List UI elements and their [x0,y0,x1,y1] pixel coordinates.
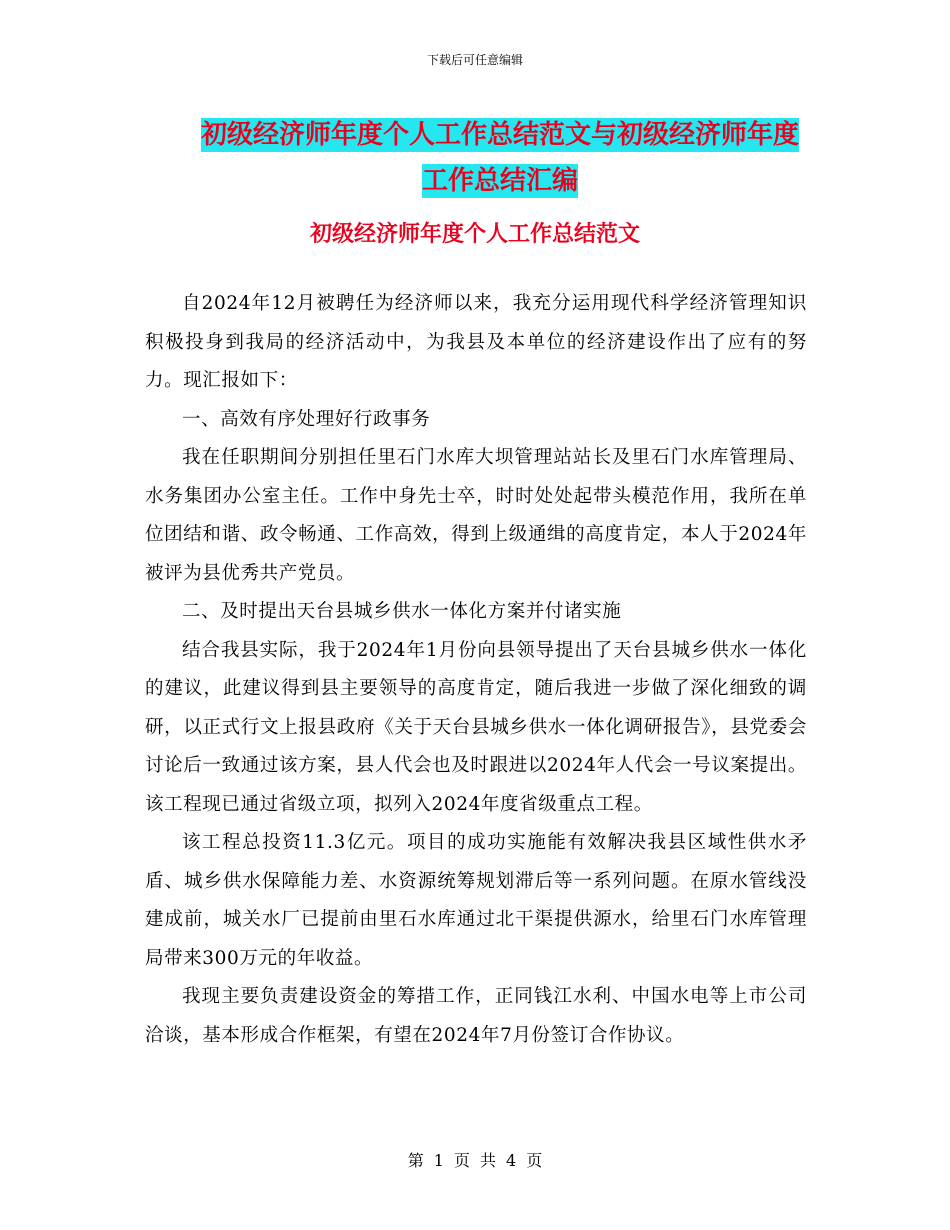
footer-page-unit: 页 [453,1151,470,1170]
paragraph: 一、高效有序处理好行政事务 [182,408,431,430]
main-title [130,112,870,204]
paragraph: 结合我县实际，我于2024年1月份向县领导提出了天台县城乡供水一体化的建议，此建议得到县主要领导的高度肯定，随后我进一步做了深化细致的调研，以正式行文上报县政府《关于天台县城乡供水一体化调研报告》，县党委会讨论后一致通过该方案，县人代会也及时跟进以2024年人代会一号议案提出。该工程现已通过省级立项，拟列入2024年度省级重点工程。 [145,639,807,815]
main-title-line2: 工作总结汇编 [421,166,578,196]
paragraph: 自2024年12月被聘任为经济师以来，我充分运用现代科学经济管理知识积极投身到我局的经济活动中，为我县及本单位的经济建设作出了应有的努力。现汇报如下： [145,293,807,391]
footer-total-unit: 页 [526,1151,543,1170]
header-note: 下载后可任意编辑 [426,53,523,67]
footer-total-word: 共 [480,1151,497,1170]
paragraph: 我在任职期间分别担任里石门水库大坝管理站站长及里石门水库管理局、水务集团办公室主任。工作中身先士卒，时时处处起带头模范作用，我所在单位团结和谐、政令畅通、工作高效，得到上级通缉的高度肯定，本人于2024年被评为县优秀共产党员。 [145,447,807,584]
main-title-line1: 初级经济师年度个人工作总结范文与初级经济师年度 [200,120,799,150]
paragraph: 二、及时提出天台县城乡供水一体化方案并付诸实施 [182,601,622,622]
footer-total-number: 4 [506,1151,517,1170]
body-text [145,285,807,1055]
section-title: 初级经济师年度个人工作总结范文 [309,222,640,247]
paragraph: 我现主要负责建设资金的筹措工作，正同钱江水利、中国水电等上市公司洽谈，基本形成合作框架，有望在2024年7月份签订合作协议。 [145,986,807,1046]
footer-page-number: 1 [433,1151,444,1170]
paragraph: 该工程总投资11.3亿元。项目的成功实施能有效解决我县区域性供水矛盾、城乡供水保障能力差、水资源统筹规划滞后等一系列问题。在原水管线没建成前，城关水厂已提前由里石水库通过北干渠提供源水，给里石门水库管理局带来300万元的年收益。 [145,832,807,969]
footer-page-word: 第 [407,1151,424,1170]
page-footer [0,1150,950,1172]
